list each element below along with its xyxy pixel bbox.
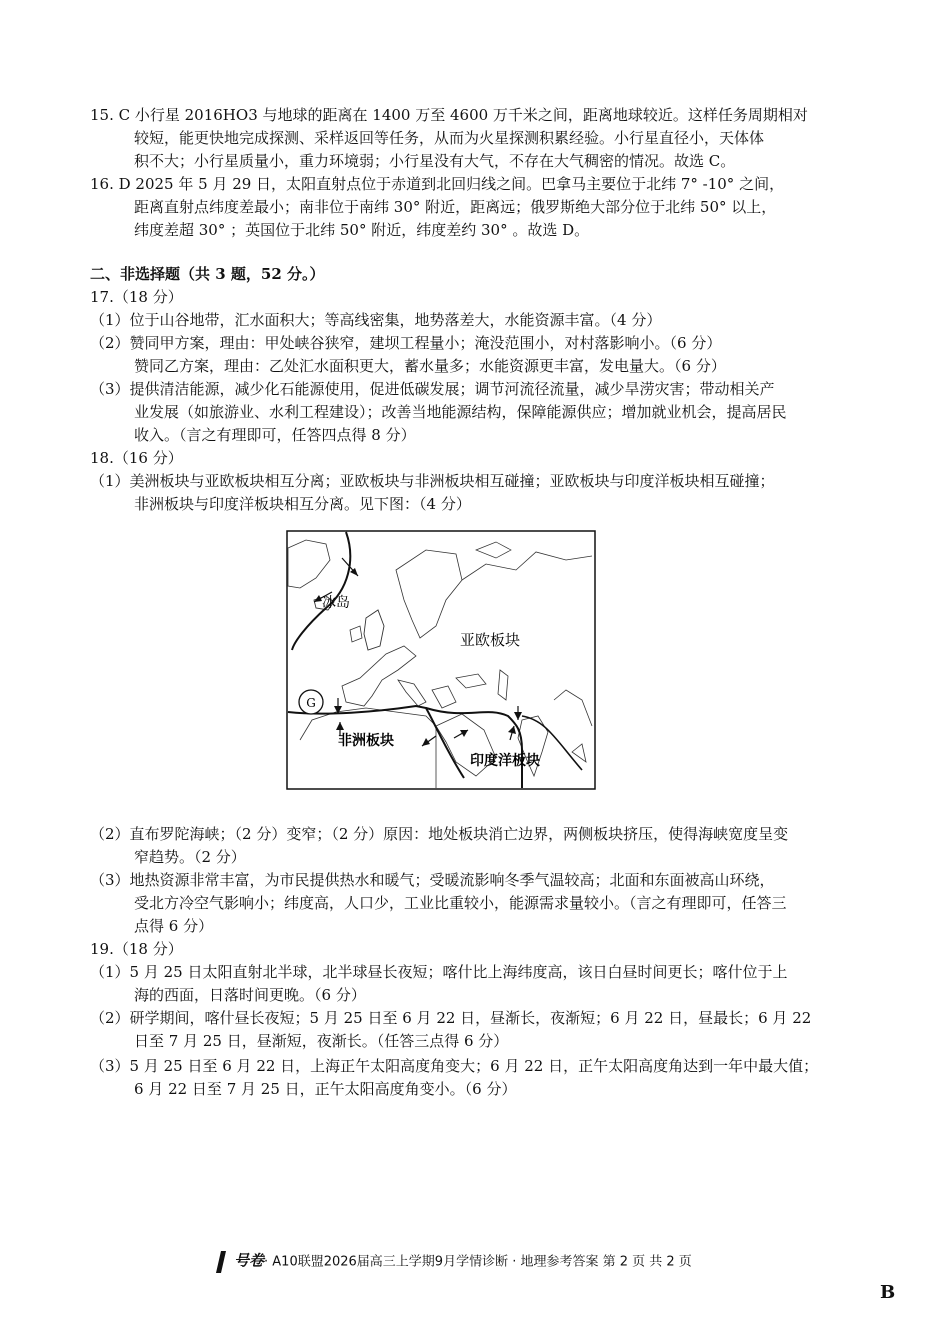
q17-answer-3b: 业发展（如旅游业、水利工程建设）；改善当地能源结构，保障能源供应；增加就业机会，提高居民 xyxy=(134,403,787,421)
q17-answer-3a: （3）提供清洁能源，减少化石能源使用，促进低碳发展；调节河流径流量，减少旱涝灾害；带动相关产 xyxy=(90,380,775,398)
eurasian-plate-label: 亚欧板块 xyxy=(460,631,521,649)
q18-answer-1a: （1）美洲板块与亚欧板块相互分离；亚欧板块与非洲板块相互碰撞；亚欧板块与印度洋板块相互碰撞； xyxy=(90,472,775,490)
q18-answer-3c: 点得 6 分） xyxy=(134,917,214,935)
african-plate-label: 非洲板块 xyxy=(338,733,394,749)
page-footer xyxy=(212,1249,692,1275)
footer-text: · A10联盟2026届高三上学期9月学情诊断 · 地理参考答案 第 2 页 共 2 页 xyxy=(264,1254,692,1270)
q15-line-3: 积不大；小行星质量小，重力环境弱；小行星没有大气，不存在大气稠密的情况。故选 C。 xyxy=(134,152,736,170)
section-heading: 二、非选择题（共 3 题，52 分。） xyxy=(90,265,325,283)
q18-answer-2b: 窄趋势。（2 分） xyxy=(134,848,246,866)
q17-answer-3c: 收入。（言之有理即可，任答四点得 8 分） xyxy=(134,426,416,444)
q16-line-2: 距离直射点纬度差最小；南非位于南纬 30° 附近，距离远；俄罗斯绝大部分位于北纬 50° 以上， xyxy=(134,198,777,216)
q18-answer-3a: （3）地热资源非常丰富，为市民提供热水和暖气；受暖流影响冬季气温较高；北面和东面被高山环绕， xyxy=(90,871,775,889)
brand-logo-icon xyxy=(212,1249,230,1275)
q18-answer-1b: 非洲板块与印度洋板块相互分离。见下图：（4 分） xyxy=(134,495,471,513)
indian-plate-label: 印度洋板块 xyxy=(470,753,540,769)
q18-answer-2a: （2）直布罗陀海峡；（2 分）变窄；（2 分）原因：地处板块消亡边界，两侧板块挤压，使得海峡宽度呈变 xyxy=(90,825,789,843)
q17-answer-2a: （2）赞同甲方案，理由：甲处峡谷狭窄，建坝工程量小；淹没范围小，对村落影响小。（6 分） xyxy=(90,334,722,352)
q19-answer-2a: （2）研学期间，喀什昼长夜短；5 月 25 日至 6 月 22 日，昼渐长，夜渐短；6 月 22 日，昼最长；6 月 22 xyxy=(90,1009,812,1027)
q15-line-1: 15. C 小行星 2016HO3 与地球的距离在 1400 万至 4600 万千米之间，距离地球较近。这样任务周期相对 xyxy=(90,106,808,124)
q19-answer-1a: （1）5 月 25 日太阳直射北半球，北半球昼长夜短；喀什比上海纬度高，该日白昼时间更长；喀什位于上 xyxy=(90,963,788,981)
q18-answer-3b: 受北方冷空气影响小；纬度高，人口少，工业比重较小，能源需求量较小。（言之有理即可，任答三 xyxy=(134,894,787,912)
q17-answer-1: （1）位于山谷地带，汇水面积大；等高线密集，地势落差大，水能资源丰富。（4 分） xyxy=(90,311,662,329)
q19-answer-3a: （3）5 月 25 日至 6 月 22 日，上海正午太阳高度角变大；6 月 22 日，正午太阳高度角达到一年中最大值； xyxy=(90,1057,819,1075)
version-letter: B xyxy=(880,1282,896,1303)
iceland-label: 冰岛 xyxy=(322,595,350,611)
q16-line-1: 16. D 2025 年 5 月 29 日，太阳直射点位于赤道到北回归线之间。巴拿马主要位于北纬 7° -10° 之间， xyxy=(90,175,785,193)
q19-answer-2b: 日至 7 月 25 日，昼渐短，夜渐长。（任答三点得 6 分） xyxy=(134,1032,509,1050)
g-label: G xyxy=(306,696,316,710)
q19-answer-1b: 海的西面，日落时间更晚。（6 分） xyxy=(134,986,366,1004)
q19-heading: 19.（18 分） xyxy=(90,940,183,958)
plate-boundary-map xyxy=(286,530,596,790)
q17-answer-2b: 赞同乙方案，理由：乙处汇水面积更大，蓄水量多；水能资源更丰富，发电量大。（6 分） xyxy=(134,357,726,375)
q16-line-3: 纬度差超 30° ；英国位于北纬 50° 附近，纬度差约 30° 。故选 D。 xyxy=(134,221,590,239)
q15-line-2: 较短，能更快地完成探测、采样返回等任务，从而为火星探测积累经验。小行星直径小，天体体 xyxy=(134,129,765,147)
q17-heading: 17.（18 分） xyxy=(90,288,183,306)
footer-brand: 号卷 xyxy=(234,1251,265,1270)
q19-answer-3b: 6 月 22 日至 7 月 25 日，正午太阳高度角变小。（6 分） xyxy=(134,1080,517,1098)
q18-heading: 18.（16 分） xyxy=(90,449,183,467)
